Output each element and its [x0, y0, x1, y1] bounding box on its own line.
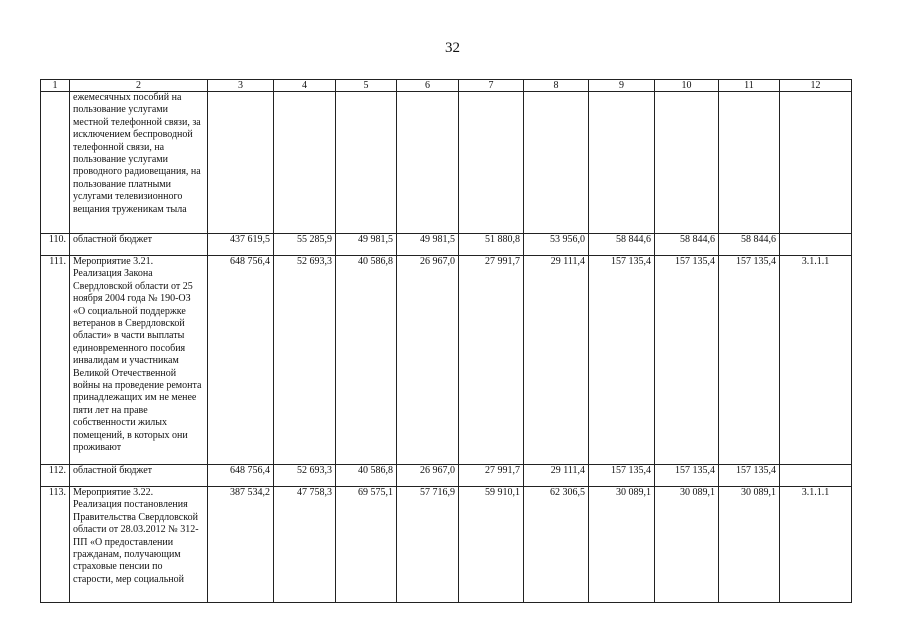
column-number: 10 [655, 80, 719, 92]
row-description: Мероприятие 3.22. Реализация постановления Правительства Свердловской области от 28.03.2012 № 312-ПП «О предоставлении гражданам, получающим страховые пенсии по старости, мер социальной [70, 487, 208, 603]
column-number: 3 [208, 80, 274, 92]
budget-table [40, 79, 852, 603]
value-cell: 26 967,0 [397, 256, 459, 465]
code-cell [780, 92, 852, 234]
value-cell: 437 619,5 [208, 234, 274, 256]
value-cell: 53 956,0 [524, 234, 589, 256]
value-cell: 387 534,2 [208, 487, 274, 603]
value-cell [589, 92, 655, 234]
column-number: 6 [397, 80, 459, 92]
page-number: 32 [445, 40, 460, 56]
value-cell: 47 758,3 [274, 487, 336, 603]
table-row [41, 92, 852, 234]
value-cell: 30 089,1 [655, 487, 719, 603]
value-cell: 58 844,6 [655, 234, 719, 256]
table-row [41, 487, 852, 603]
value-cell: 55 285,9 [274, 234, 336, 256]
table-row [41, 234, 852, 256]
column-number: 4 [274, 80, 336, 92]
value-cell: 157 135,4 [719, 465, 780, 487]
value-cell: 157 135,4 [655, 465, 719, 487]
value-cell: 157 135,4 [655, 256, 719, 465]
code-cell [780, 465, 852, 487]
value-cell: 26 967,0 [397, 465, 459, 487]
value-cell: 30 089,1 [719, 487, 780, 603]
value-cell [719, 92, 780, 234]
row-index: 113. [41, 487, 70, 603]
value-cell [274, 92, 336, 234]
value-cell: 40 586,8 [336, 256, 397, 465]
code-cell: 3.1.1.1 [780, 256, 852, 465]
column-number-row [41, 80, 852, 92]
value-cell: 27 991,7 [459, 256, 524, 465]
row-description: Мероприятие 3.21. Реализация Закона Свердловской области от 25 ноября 2004 года № 190-ОЗ «О социальной поддержке ветеранов в Свердловской области» в части выплаты единовременного пособия инвалидам и участникам Великой Отечественной войны на проведение ремонта принадлежащих им не менее пяти лет на праве собственности жилых помещений, в которых они проживают [70, 256, 208, 465]
value-cell [655, 92, 719, 234]
column-number: 2 [70, 80, 208, 92]
value-cell [524, 92, 589, 234]
row-index [41, 92, 70, 234]
column-number: 8 [524, 80, 589, 92]
column-number: 5 [336, 80, 397, 92]
value-cell: 157 135,4 [719, 256, 780, 465]
value-cell: 157 135,4 [589, 256, 655, 465]
value-cell: 40 586,8 [336, 465, 397, 487]
value-cell [459, 92, 524, 234]
value-cell: 58 844,6 [589, 234, 655, 256]
value-cell: 648 756,4 [208, 465, 274, 487]
row-description: областной бюджет [70, 465, 208, 487]
value-cell: 27 991,7 [459, 465, 524, 487]
value-cell: 29 111,4 [524, 256, 589, 465]
value-cell: 59 910,1 [459, 487, 524, 603]
table-row [41, 256, 852, 465]
value-cell: 30 089,1 [589, 487, 655, 603]
value-cell: 62 306,5 [524, 487, 589, 603]
column-number: 11 [719, 80, 780, 92]
value-cell: 157 135,4 [589, 465, 655, 487]
value-cell: 57 716,9 [397, 487, 459, 603]
value-cell [336, 92, 397, 234]
column-number: 9 [589, 80, 655, 92]
column-number: 1 [41, 80, 70, 92]
value-cell: 69 575,1 [336, 487, 397, 603]
table-row [41, 465, 852, 487]
value-cell: 52 693,3 [274, 256, 336, 465]
value-cell: 29 111,4 [524, 465, 589, 487]
value-cell [208, 92, 274, 234]
value-cell: 58 844,6 [719, 234, 780, 256]
row-index: 110. [41, 234, 70, 256]
code-cell [780, 234, 852, 256]
value-cell: 648 756,4 [208, 256, 274, 465]
value-cell: 52 693,3 [274, 465, 336, 487]
code-cell: 3.1.1.1 [780, 487, 852, 603]
column-number: 7 [459, 80, 524, 92]
row-description: ежемесячных пособий на пользование услугами местной телефонной связи, за исключением беспроводной телефонной связи, на пользование услугами проводного радиовещания, на пользование платными услугами телевизионного вещания труженикам тыла [70, 92, 208, 234]
row-index: 112. [41, 465, 70, 487]
row-index: 111. [41, 256, 70, 465]
value-cell: 51 880,8 [459, 234, 524, 256]
value-cell: 49 981,5 [336, 234, 397, 256]
value-cell: 49 981,5 [397, 234, 459, 256]
row-description: областной бюджет [70, 234, 208, 256]
value-cell [397, 92, 459, 234]
column-number: 12 [780, 80, 852, 92]
